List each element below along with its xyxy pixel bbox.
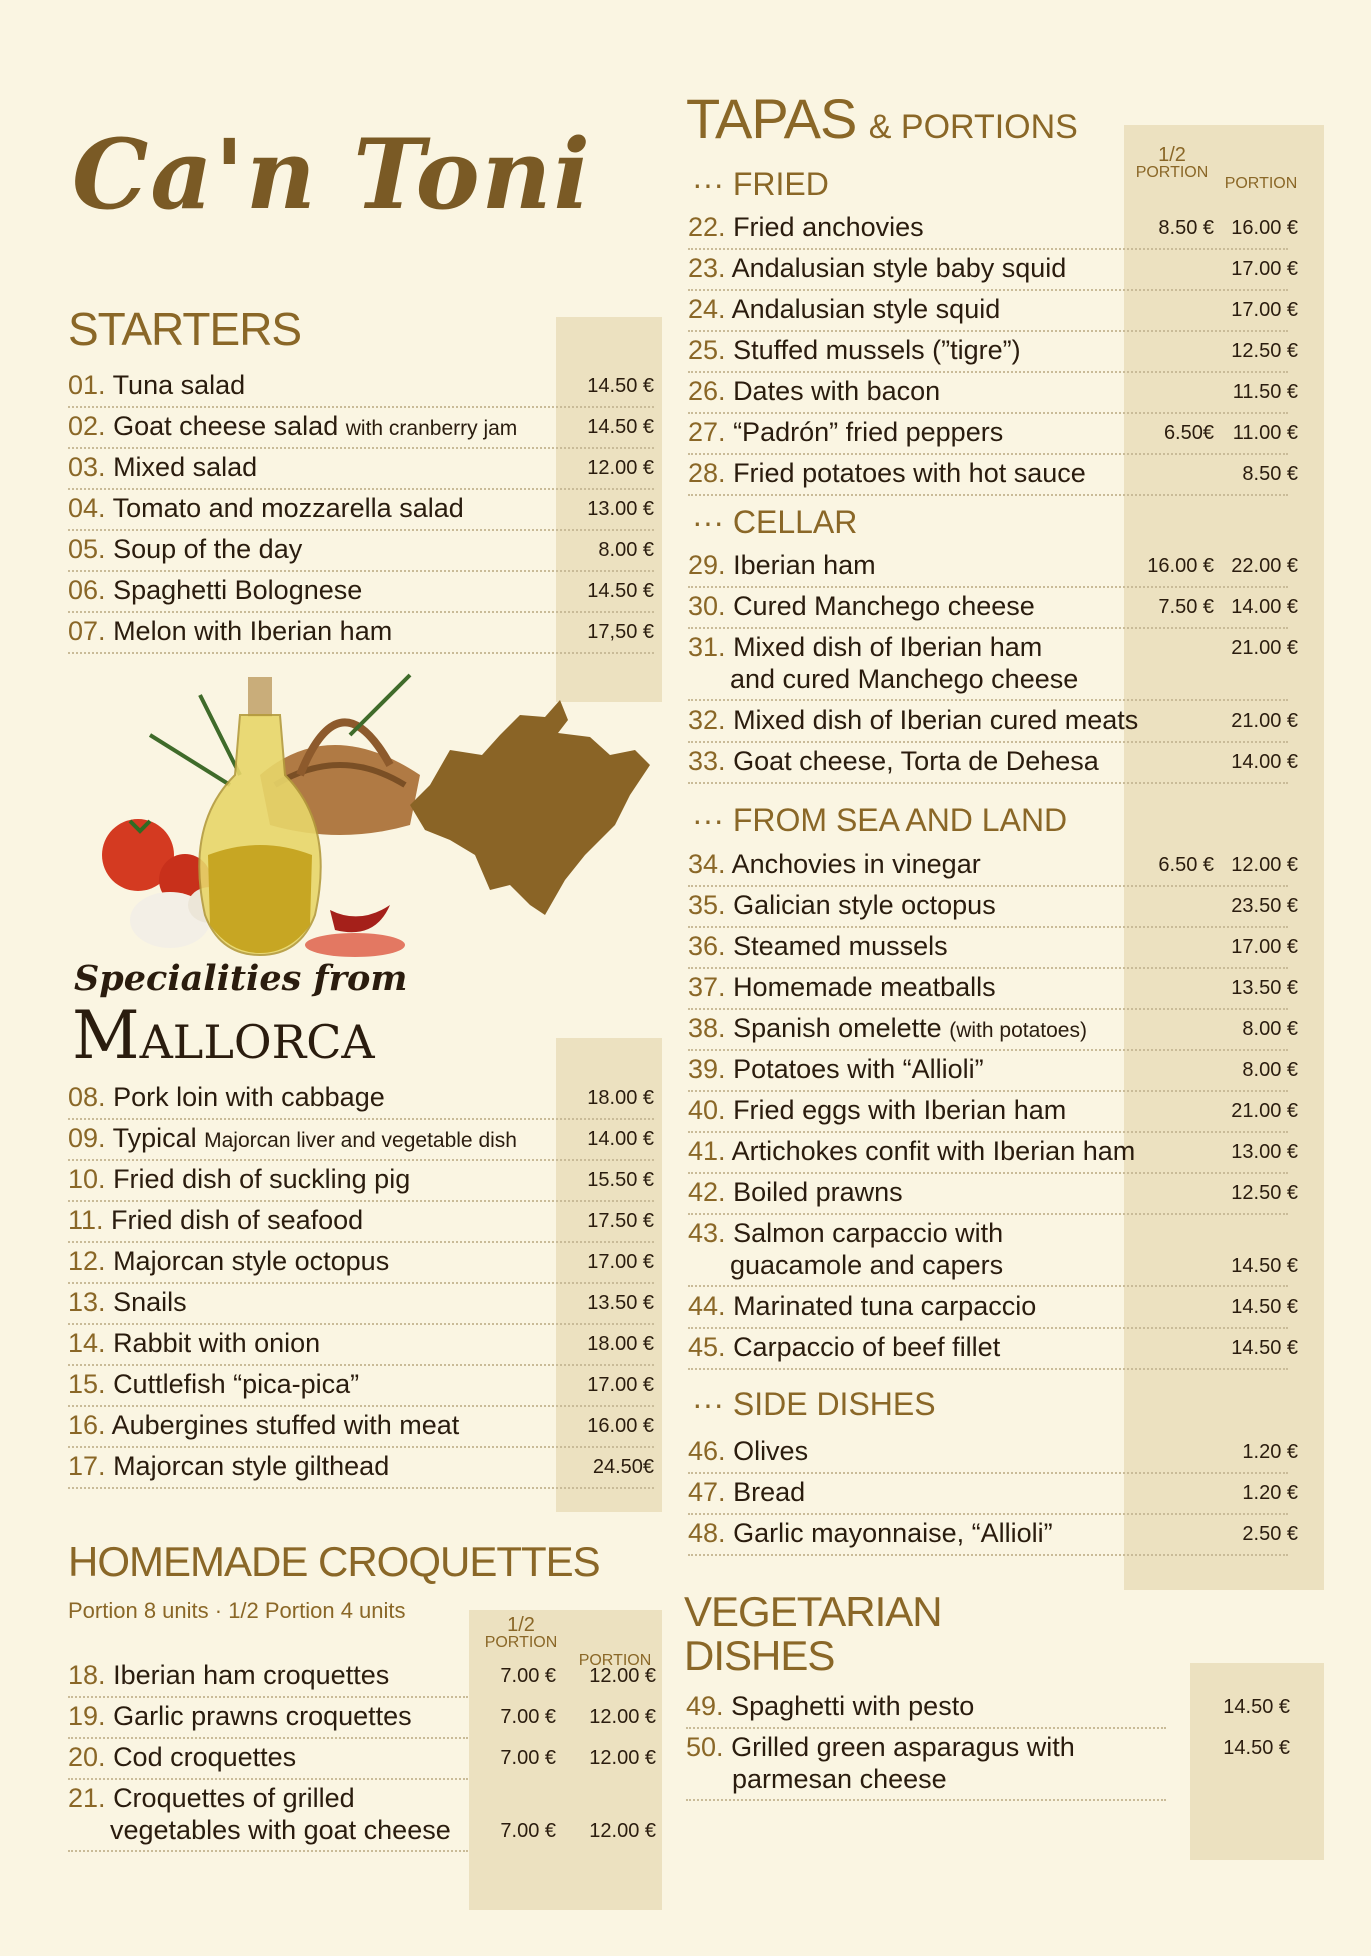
item-name: Fried dish of seafood [111, 1205, 364, 1235]
item-full-price: 14.00 € [1231, 751, 1298, 773]
item-number: 22. [688, 212, 726, 242]
item-number: 09. [68, 1123, 106, 1153]
item-note: with cranberry jam [345, 417, 518, 440]
item-number: 18. [68, 1660, 106, 1690]
item-note: (with potatoes) [949, 1019, 1087, 1042]
item-name: Majorcan style gilthead [113, 1451, 390, 1481]
item-divider [68, 488, 654, 490]
item-name: Mixed dish of Iberian ham [733, 632, 1043, 662]
item-full-price: 12.00 € [589, 1820, 656, 1842]
item-number: 21. [68, 1783, 106, 1813]
item-number: 46. [688, 1436, 726, 1466]
item-divider [688, 1049, 1288, 1051]
item-number: 34. [688, 849, 726, 879]
item-full-price: 17.00 € [1231, 258, 1298, 280]
menu-item [688, 1331, 1000, 1363]
item-number: 27. [688, 417, 726, 447]
tapas-half-portion-header [1126, 146, 1218, 182]
starters-title: STARTERS [68, 303, 302, 355]
item-divider [686, 1799, 1166, 1801]
item-divider [688, 1213, 1288, 1215]
item-number: 29. [688, 550, 726, 580]
menu-item [688, 631, 1078, 695]
item-half-price: 16.00 € [1147, 555, 1214, 577]
item-full-price: 13.50 € [1231, 977, 1298, 999]
item-name-line2: vegetables with goat cheese [110, 1815, 451, 1845]
item-divider [688, 289, 1288, 291]
item-full-price: 21.00 € [1231, 1100, 1298, 1122]
item-number: 50. [686, 1732, 724, 1762]
item-number: 11. [68, 1205, 104, 1235]
item-number: 39. [688, 1054, 726, 1084]
menu-item [68, 1741, 296, 1773]
item-name: Spanish omelette [733, 1013, 942, 1043]
item-number: 42. [688, 1177, 726, 1207]
item-number: 41. [688, 1136, 726, 1166]
item-number: 16. [68, 1410, 106, 1440]
menu-item [688, 334, 1021, 366]
item-full-price: 13.00 € [1231, 1141, 1298, 1163]
item-name: Rabbit with onion [113, 1328, 321, 1358]
item-divider [688, 1513, 1288, 1515]
item-divider [688, 926, 1288, 928]
item-name: Typical [112, 1123, 197, 1153]
chili-image [305, 905, 405, 957]
item-full-price: 12.50 € [1231, 340, 1298, 362]
item-name: Pork loin with cabbage [113, 1082, 385, 1112]
item-name-line2: and cured Manchego cheese [730, 664, 1079, 694]
item-number: 05. [68, 534, 106, 564]
menu-item [68, 1163, 410, 1195]
item-divider [688, 1008, 1288, 1010]
menu-item [68, 1450, 389, 1482]
item-full-price: 12.00 € [589, 1706, 656, 1728]
item-full-price: 21.00 € [1231, 710, 1298, 732]
croquettes-subtitle: Portion 8 units · 1/2 Portion 4 units [68, 1598, 406, 1623]
item-number: 07. [68, 616, 106, 646]
item-divider [688, 453, 1288, 455]
item-divider [68, 406, 654, 408]
item-divider [68, 447, 654, 449]
item-number: 33. [688, 746, 726, 776]
item-divider [68, 1323, 654, 1325]
menu-item [688, 457, 1086, 489]
item-name: Aubergines stuffed with meat [111, 1410, 460, 1440]
menu-item [688, 1094, 1066, 1126]
item-name: Cod croquettes [113, 1742, 297, 1772]
item-divider [68, 1778, 468, 1780]
item-divider [68, 570, 654, 572]
item-divider [68, 1737, 468, 1739]
cellar-title: ··· CELLAR [692, 504, 858, 540]
croquettes-half-portion-header [482, 1616, 560, 1652]
food-illustration [90, 655, 650, 975]
item-number: 32. [688, 705, 726, 735]
item-full-price: 11.50 € [1232, 381, 1298, 403]
item-name: Spaghetti with pesto [731, 1691, 975, 1721]
item-full-price: 11.00 € [1232, 422, 1298, 444]
item-divider [688, 371, 1288, 373]
item-divider [688, 1285, 1288, 1287]
item-number: 06. [68, 575, 106, 605]
mallorca-title-big: Mallorca [72, 997, 375, 1074]
item-half-price: 7.00 € [500, 1820, 556, 1842]
item-price: 24.50€ [592, 1456, 654, 1478]
item-price: 14.50 € [1223, 1696, 1290, 1718]
menu-item [688, 211, 924, 243]
item-price: 14.50 € [587, 580, 654, 602]
menu-item [688, 1176, 903, 1208]
menu-item [688, 1290, 1036, 1322]
menu-item [68, 410, 517, 445]
menu-item [688, 1053, 984, 1085]
item-divider [68, 1405, 654, 1407]
item-number: 26. [688, 376, 726, 406]
item-number: 10. [68, 1164, 106, 1194]
item-divider [688, 1327, 1288, 1329]
item-number: 13. [68, 1287, 106, 1317]
item-price: 14.50 € [587, 375, 654, 397]
item-name: Melon with Iberian ham [113, 616, 393, 646]
item-divider [68, 1282, 654, 1284]
item-name: Potatoes with “Allioli” [733, 1054, 984, 1084]
item-price: 12.00 € [587, 457, 654, 479]
item-divider [688, 741, 1288, 743]
item-divider [688, 1172, 1288, 1174]
item-divider [686, 1727, 1166, 1729]
mallorca-map-image [410, 700, 650, 915]
menu-item [68, 1286, 187, 1318]
item-name: Cured Manchego cheese [733, 591, 1035, 621]
item-name: Mixed salad [113, 452, 258, 482]
item-divider [68, 1159, 654, 1161]
item-name: Croquettes of grilled [113, 1783, 355, 1813]
item-full-price: 1.20 € [1242, 1482, 1298, 1504]
vegetarian-title-line2: DISHES [684, 1632, 835, 1679]
item-name: Olives [733, 1436, 809, 1466]
item-name-line2: guacamole and capers [730, 1250, 1004, 1280]
item-name: Spaghetti Bolognese [113, 575, 363, 605]
item-divider [688, 782, 1288, 784]
item-name: Fried potatoes with hot sauce [733, 458, 1086, 488]
item-number: 48. [688, 1518, 726, 1548]
item-half-price: 6.50€ [1163, 422, 1214, 444]
item-price: 18.00 € [587, 1087, 654, 1109]
item-full-price: 2.50 € [1242, 1523, 1298, 1545]
half-label: 1/2 [1158, 144, 1186, 166]
item-name: Snails [113, 1287, 187, 1317]
item-name: Fried eggs with Iberian ham [733, 1095, 1067, 1125]
item-price: 18.00 € [587, 1333, 654, 1355]
item-full-price: 8.50 € [1242, 463, 1298, 485]
item-divider [68, 1200, 654, 1202]
item-divider [68, 1241, 654, 1243]
item-name: Homemade meatballs [733, 972, 996, 1002]
item-name-line2: parmesan cheese [732, 1764, 947, 1794]
item-name: Iberian ham [733, 550, 876, 580]
tapas-portion-header: PORTION [1224, 175, 1298, 192]
item-name: Tomato and mozzarella salad [112, 493, 464, 523]
menu-item [68, 1659, 389, 1691]
item-price: 17,50 € [587, 621, 654, 643]
item-name: Carpaccio of beef fillet [733, 1332, 1001, 1362]
portion-label: PORTION [484, 1634, 558, 1651]
item-divider [688, 248, 1288, 250]
item-number: 14. [68, 1328, 106, 1358]
item-number: 28. [688, 458, 726, 488]
item-price: 14.50 € [587, 416, 654, 438]
item-number: 44. [688, 1291, 726, 1321]
item-divider [68, 611, 654, 613]
vegetarian-price-band [1190, 1663, 1324, 1860]
menu-item [68, 574, 362, 606]
item-number: 15. [68, 1369, 106, 1399]
item-number: 02. [68, 411, 106, 441]
menu-item [68, 1245, 389, 1277]
item-divider [68, 1446, 654, 1448]
item-price: 14.00 € [587, 1128, 654, 1150]
item-number: 20. [68, 1742, 106, 1772]
menu-item [68, 533, 302, 565]
menu-item [68, 1409, 459, 1441]
item-full-price: 16.00 € [1231, 217, 1298, 239]
item-name: Artichokes confit with Iberian ham [731, 1136, 1136, 1166]
sea-land-title: ··· FROM SEA AND LAND [692, 802, 1068, 838]
menu-item [68, 1368, 359, 1400]
item-full-price: 12.50 € [1231, 1182, 1298, 1204]
item-name: Marinated tuna carpaccio [733, 1291, 1037, 1321]
item-number: 49. [686, 1691, 724, 1721]
menu-item [688, 704, 1138, 736]
item-number: 38. [688, 1013, 726, 1043]
item-price: 16.00 € [587, 1415, 654, 1437]
item-number: 12. [68, 1246, 106, 1276]
croquettes-title: HOMEMADE CROQUETTES [68, 1538, 600, 1585]
item-price: 17.50 € [587, 1210, 654, 1232]
item-name: Garlic mayonnaise, “Allioli” [733, 1518, 1053, 1548]
tapas-title [686, 86, 1078, 151]
item-name: Tuna salad [112, 370, 246, 400]
menu-item [688, 252, 1066, 284]
item-name: Bread [733, 1477, 806, 1507]
item-divider [688, 699, 1288, 701]
side-dishes-title: ··· SIDE DISHES [692, 1386, 936, 1422]
item-number: 45. [688, 1332, 726, 1362]
item-full-price: 14.00 € [1231, 596, 1298, 618]
item-price: 13.50 € [587, 1292, 654, 1314]
item-number: 35. [688, 890, 726, 920]
item-divider [688, 494, 1288, 496]
item-divider [68, 1487, 654, 1489]
item-name: Garlic prawns croquettes [113, 1701, 412, 1731]
item-name: Mixed dish of Iberian cured meats [733, 705, 1139, 735]
item-note: Majorcan liver and vegetable dish [204, 1129, 517, 1152]
menu-item [688, 1517, 1053, 1549]
menu-item [688, 971, 996, 1003]
item-full-price: 12.00 € [589, 1747, 656, 1769]
item-divider [688, 1554, 1288, 1556]
menu-item [688, 1217, 1003, 1281]
item-half-price: 8.50 € [1158, 217, 1214, 239]
item-divider [68, 652, 654, 654]
menu-item [68, 1204, 363, 1236]
item-name: Cuttlefish “pica-pica” [113, 1369, 360, 1399]
item-name: Goat cheese, Torta de Dehesa [733, 746, 1099, 776]
item-full-price: 14.50 € [1231, 1337, 1298, 1359]
item-number: 37. [688, 972, 726, 1002]
item-name: Fried anchovies [733, 212, 924, 242]
croquettes-portion-header: PORTION [578, 1652, 652, 1669]
item-full-price: 17.00 € [1231, 936, 1298, 958]
item-number: 25. [688, 335, 726, 365]
item-name: Stuffed mussels (”tigre”) [733, 335, 1021, 365]
item-name: Andalusian style baby squid [731, 253, 1067, 283]
item-divider [688, 627, 1288, 629]
item-name: Galician style octopus [733, 890, 996, 920]
item-name: Salmon carpaccio with [733, 1218, 1004, 1248]
item-full-price: 23.50 € [1231, 895, 1298, 917]
item-divider [68, 529, 654, 531]
item-name: Andalusian style squid [731, 294, 1001, 324]
item-full-price: 21.00 € [1231, 637, 1298, 659]
menu-item [688, 375, 940, 407]
item-number: 24. [688, 294, 726, 324]
item-name: Fried dish of suckling pig [113, 1164, 411, 1194]
item-name: Steamed mussels [733, 931, 948, 961]
menu-item [68, 1327, 320, 1359]
item-full-price: 8.00 € [1242, 1018, 1298, 1040]
item-full-price: 12.00 € [589, 1665, 656, 1687]
menu-item [686, 1690, 974, 1722]
menu-item [68, 1782, 451, 1846]
menu-item [68, 369, 245, 401]
vegetarian-title [684, 1590, 942, 1678]
item-number: 30. [688, 591, 726, 621]
item-divider [68, 1850, 468, 1852]
menu-item [688, 1476, 805, 1508]
item-name: “Padrón” fried peppers [733, 417, 1004, 447]
item-price: 17.00 € [587, 1251, 654, 1273]
item-divider [68, 1696, 468, 1698]
mallorca-title-small: Specialities from [74, 958, 408, 999]
menu-item [688, 1012, 1087, 1047]
item-number: 47. [688, 1477, 726, 1507]
item-divider [68, 1118, 654, 1120]
item-number: 04. [68, 493, 106, 523]
item-full-price: 8.00 € [1242, 1059, 1298, 1081]
item-divider [68, 1364, 654, 1366]
fried-title: ··· FRIED [692, 166, 829, 202]
item-price: 15.50 € [587, 1169, 654, 1191]
menu-item [688, 293, 1000, 325]
item-full-price: 12.00 € [1231, 854, 1298, 876]
item-number: 19. [68, 1701, 106, 1731]
item-name: Dates with bacon [733, 376, 941, 406]
item-full-price: 17.00 € [1231, 299, 1298, 321]
item-number: 36. [688, 931, 726, 961]
item-divider [688, 330, 1288, 332]
menu-item [68, 1700, 412, 1732]
menu-item [688, 1435, 808, 1467]
item-divider [688, 967, 1288, 969]
item-full-price: 22.00 € [1231, 555, 1298, 577]
menu-item [688, 930, 948, 962]
item-price: 14.50 € [1223, 1737, 1290, 1759]
item-number: 01. [68, 370, 106, 400]
item-number: 31. [688, 632, 726, 662]
menu-item [688, 848, 981, 880]
item-price: 17.00 € [587, 1374, 654, 1396]
item-divider [688, 586, 1288, 588]
menu-item [688, 1135, 1135, 1167]
item-price: 8.00 € [598, 539, 654, 561]
half-label: 1/2 [507, 1614, 535, 1636]
portion-label: PORTION [1135, 164, 1209, 181]
item-full-price: 1.20 € [1242, 1441, 1298, 1463]
item-price: 13.00 € [587, 498, 654, 520]
item-divider [688, 1131, 1288, 1133]
item-divider [688, 1368, 1288, 1370]
item-full-price: 14.50 € [1231, 1255, 1298, 1277]
item-name: Goat cheese salad [113, 411, 339, 441]
item-name: Boiled prawns [733, 1177, 903, 1207]
item-divider [688, 885, 1288, 887]
item-number: 40. [688, 1095, 726, 1125]
menu-item [688, 745, 1099, 777]
menu-item [688, 889, 996, 921]
item-name: Grilled green asparagus with [731, 1732, 1075, 1762]
item-half-price: 7.50 € [1158, 596, 1214, 618]
menu-item [686, 1731, 1075, 1795]
item-name: Iberian ham croquettes [113, 1660, 390, 1690]
menu-item [688, 416, 1003, 448]
item-full-price: 14.50 € [1231, 1296, 1298, 1318]
item-number: 43. [688, 1218, 726, 1248]
item-number: 08. [68, 1082, 106, 1112]
item-half-price: 6.50 € [1158, 854, 1214, 876]
vegetarian-title-line1: VEGETARIAN [684, 1588, 942, 1635]
menu-item [688, 549, 876, 581]
item-number: 23. [688, 253, 726, 283]
menu-item [68, 615, 392, 647]
menu-item [68, 1122, 517, 1157]
menu-item [688, 590, 1035, 622]
item-half-price: 7.00 € [500, 1665, 556, 1687]
menu-item [68, 451, 257, 483]
item-half-price: 7.00 € [500, 1706, 556, 1728]
tapas-title-main: TAPAS [686, 87, 857, 150]
menu-item [68, 492, 464, 524]
item-half-price: 7.00 € [500, 1747, 556, 1769]
item-divider [688, 412, 1288, 414]
tapas-title-suffix: & PORTIONS [868, 108, 1078, 146]
restaurant-logo: Ca'n Toni [72, 118, 592, 231]
item-name: Majorcan style octopus [113, 1246, 390, 1276]
menu-item [68, 1081, 385, 1113]
item-number: 03. [68, 452, 106, 482]
item-divider [688, 1472, 1288, 1474]
oil-bottle-image [199, 677, 320, 955]
item-name: Soup of the day [113, 534, 303, 564]
item-divider [688, 1090, 1288, 1092]
item-number: 17. [68, 1451, 106, 1481]
item-name: Anchovies in vinegar [731, 849, 981, 879]
